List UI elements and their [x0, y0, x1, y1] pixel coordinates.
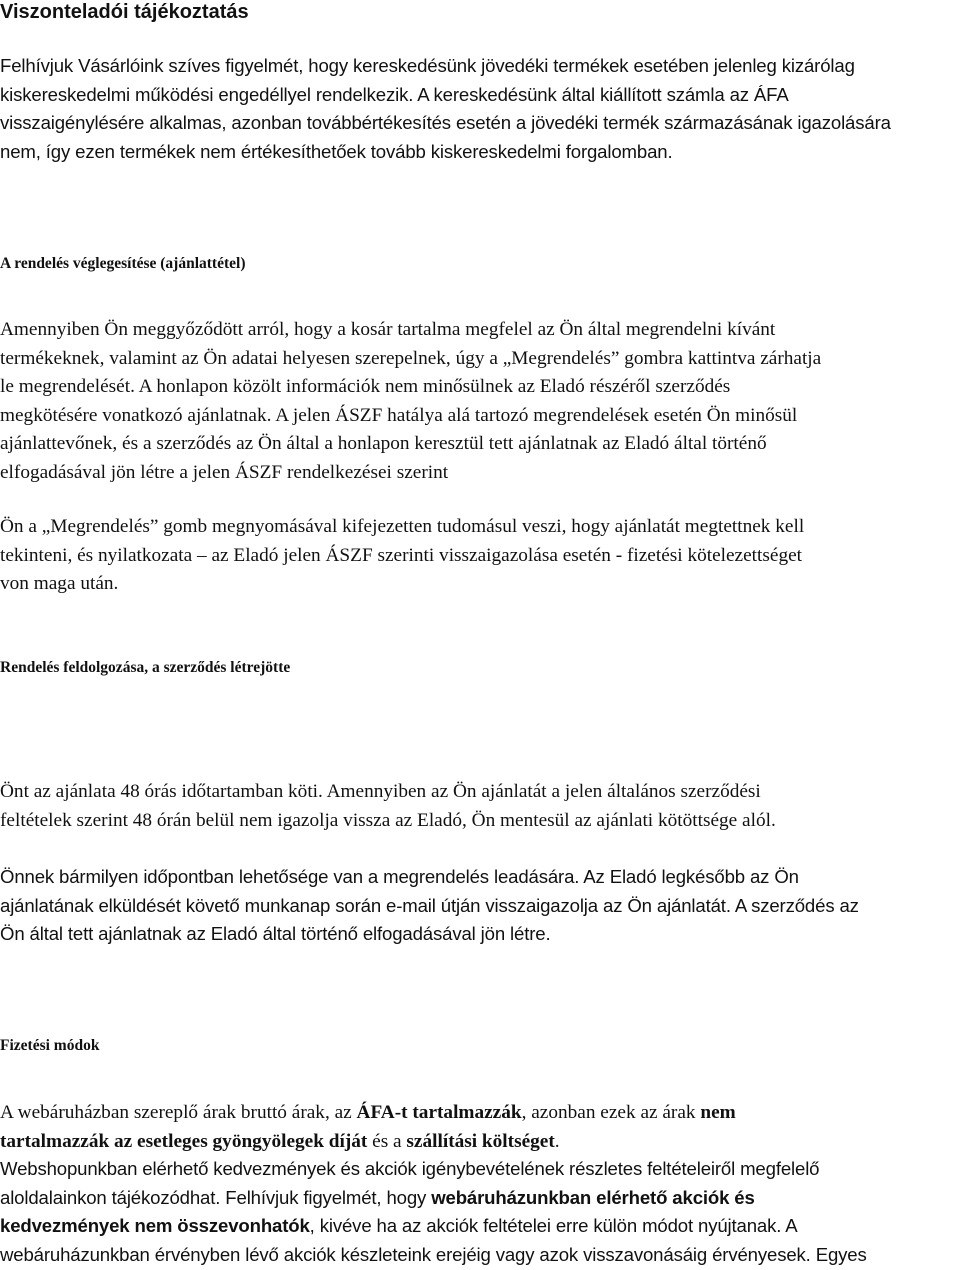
paragraph-line: Önnek bármilyen időpontban lehetősége van a megrendelés leadására. Az Eladó legkésőbb az Ön [0, 866, 799, 887]
processing-paragraph-2 [0, 863, 960, 949]
bold-run: ÁFA-t tartalmazzák [356, 1102, 522, 1123]
bold-run: nem [700, 1102, 736, 1123]
text-run: aloldalainkon tájékozódhat. Felhívjuk figyelmét, hogy [0, 1186, 432, 1208]
paragraph-line: le megrendelését. A honlapon közölt információk nem minősülnek az Eladó részéről szerződés [0, 376, 731, 398]
payment-paragraph-2 [0, 1155, 960, 1270]
bold-run: szállítási költséget [406, 1130, 555, 1152]
paragraph-line [0, 1099, 960, 1128]
section-heading-order: A rendelés véglegesítése (ajánlattétel) [0, 255, 246, 272]
paragraph-line: Webshopunkban elérhető kedvezmények és akciók igénybevételének részletes feltételeiről megfelelő [0, 1158, 820, 1179]
paragraph-line: ajánlatának elküldését követő munkanap során e-mail útján visszaigazolja az Ön ajánlatát. A szerződés az [0, 894, 859, 916]
text-run: és a [367, 1130, 407, 1152]
intro-line: Felhívjuk Vásárlóink szíves figyelmét, hogy kereskedésünk jövedéki termékek esetében jelenleg kizárólag [0, 55, 855, 76]
paragraph-line: von maga után. [0, 573, 119, 595]
paragraph-line: Ön a „Megrendelés” gomb megnyomásával kifejezetten tudomásul veszi, hogy ajánlatát megtettnek kell [0, 516, 805, 537]
paragraph-line: termékeknek, valamint az Ön adatai helyesen szerepelnek, úgy a „Megrendelés” gombra kattintva zárhatja [0, 347, 822, 369]
paragraph-line: ajánlattevőnek, és a szerződés az Ön által a honlapon keresztül tett ajánlatnak az Eladó által történő [0, 433, 767, 455]
paragraph-line: Ön által tett ajánlatnak az Eladó által történő elfogadásával jön létre. [0, 923, 551, 945]
intro-line: kiskereskedelmi működési engedéllyel rendelkezik. A kereskedésünk által kiállított számla az ÁFA [0, 83, 789, 105]
intro-line: nem, így ezen termékek nem értékesíthetőek tovább kiskereskedelmi forgalomban. [0, 141, 673, 163]
section-heading-processing: Rendelés feldolgozása, a szerződés létrejötte [0, 659, 291, 676]
paragraph-line: Önt az ajánlata 48 órás időtartamban köti. Amennyiben az Ön ajánlatát a jelen általános szerződési [0, 781, 761, 802]
paragraph-line [0, 1212, 960, 1241]
order-paragraph-2 [0, 513, 960, 599]
paragraph-line [0, 1128, 960, 1157]
paragraph-line: elfogadásával jön létre a jelen ÁSZF rendelkezései szerint [0, 461, 449, 483]
paragraph-line: megkötésére vonatkozó ajánlatnak. A jelen ÁSZF hatálya alá tartozó megrendelések esetén Ön minősül [0, 404, 798, 426]
processing-paragraph-1 [0, 778, 960, 835]
paragraph-line: Amennyiben Ön meggyőződött arról, hogy a kosár tartalma megfelel az Ön által megrendelni kívánt [0, 319, 776, 340]
payment-paragraph-1 [0, 1099, 960, 1156]
paragraph-line: webáruházunkban érvényben lévő akciók készleteink erejéig vagy azok visszavonásáig érvényesek. Egyes [0, 1244, 867, 1266]
text-run: , kivéve ha az akciók feltételei erre külön módot nyújtanak. A [309, 1215, 798, 1237]
paragraph-line: feltételek szerint 48 órán belül nem igazolja vissza az Eladó, Ön mentesül az ajánlati kötöttsége alól. [0, 809, 776, 831]
page-title: Viszonteladói tájékoztatás [0, 1, 249, 23]
paragraph-line: tekinteni, és nyilatkozata – az Eladó jelen ÁSZF szerinti visszaigazolása esetén - fizetési kötelezettséget [0, 544, 803, 566]
paragraph-line [0, 1184, 960, 1213]
text-run: . [554, 1130, 560, 1152]
order-paragraph-1 [0, 316, 960, 488]
intro-paragraph [0, 52, 960, 167]
text-run: , azonban ezek az árak [521, 1102, 701, 1123]
bold-run: webáruházunkban elérhető akciók és [431, 1186, 755, 1208]
text-run: A webáruházban szereplő árak bruttó árak, az [0, 1102, 357, 1123]
intro-line: visszaigénylésére alkalmas, azonban továbbértékesítés esetén a jövedéki termék származásának igazolására [0, 112, 891, 134]
section-heading-payment: Fizetési módok [0, 1037, 100, 1054]
bold-run: kedvezmények nem összevonhatók [0, 1215, 310, 1237]
bold-run: tartalmazzák az esetleges gyöngyölegek díját [0, 1130, 368, 1152]
